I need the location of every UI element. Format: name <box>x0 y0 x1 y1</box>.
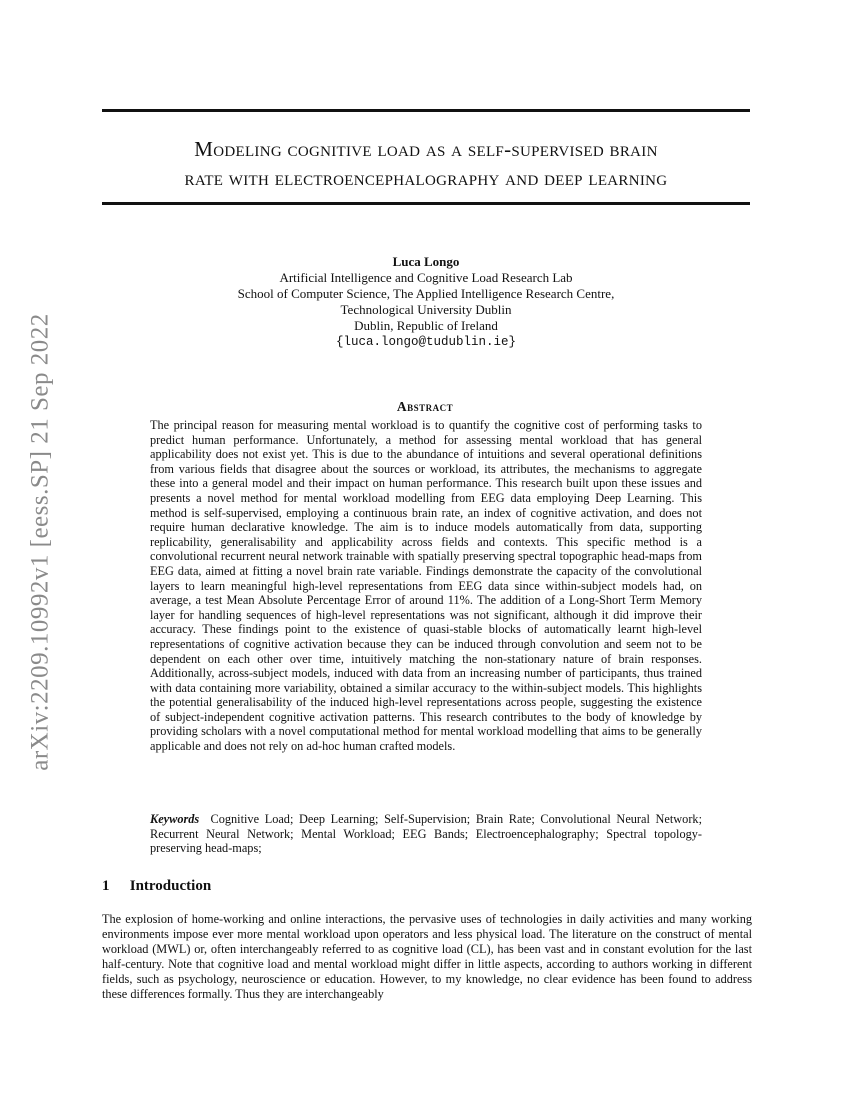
affiliation-line: Dublin, Republic of Ireland <box>354 318 498 333</box>
author-name: Luca Longo <box>392 254 460 269</box>
abstract-text: The principal reason for measuring mental workload is to quantify the cognitive cost of performing tasks to predict human performance. Unfortunately, a method for assessing mental workload that has general applicability does not exist yet. This is due to the abundance of intuitions and several operational definitions from various fields that disagree about the sources or workload, its attributes, the mechanisms to aggregate these into a general model and their impact on human performance. This research built upon these issues and presents a novel method for mental workload modelling from EEG data employing Deep Learning. This method is self-supervised, employing a continuous brain rate, an index of cognitive activation, and does not require human declarative knowledge. The aim is to induce models automatically from data, supporting replicability, generalisability and applicability across fields and contexts. This specific method is a convolutional recurrent neural network trainable with spatially preserving spectral topographic head-maps from EEG data, aimed at fitting a novel brain rate variable. Findings demonstrate the capacity of the convolutional layers to learn meaningful high-level representations from EEG data since within-subject models had, on average, a test Mean Absolute Percentage Error of around 11%. The addition of a Long-Short Term Memory layer for handling sequences of high-level representations was not significant, although it did improve their accuracy. These findings point to the existence of quasi-stable blocks of automatically learnt high-level representations of cognitive activation because they can be induced through convolution and seem not to be dependent on each other over time, intuitively matching the non-stationary nature of brain responses. Additionally, across-subject models, induced with data from an increasing number of participants, thus trained with data containing more variability, obtained a similar accuracy to the within-subject models. This highlights the potential generalisability of the induced high-level representations across people, suggesting the existence of subject-independent cognitive activation patterns. This research contributes to the body of knowledge by providing scholars with a novel computational method for mental workload modelling that aims to be generally applicable and does not rely on ad-hoc human crafted models. <box>150 418 702 754</box>
introduction-text: The explosion of home-working and online interactions, the pervasive uses of technologies in daily activities and many working environments impose ever more mental workload upon operators and less physical load. The literature on the construct of mental workload (MWL) or, often interchangeably referred to as cognitive load (CL), has been vast and in constant evolution for the last half-century. Note that cognitive load and mental workload might differ in little aspects, according to authors working in different fields, such as psychology, neuroscience or education. However, to my knowledge, no clear evidence has been found to address these differences formally. Thus they are interchangeably <box>102 912 752 1001</box>
author-block <box>102 254 750 350</box>
affiliation-line: School of Computer Science, The Applied Intelligence Research Centre, <box>237 286 615 301</box>
affiliation-line: Artificial Intelligence and Cognitive Load Research Lab <box>279 270 573 285</box>
affiliation-line: Technological University Dublin <box>340 302 512 317</box>
section-heading-introduction <box>102 878 211 895</box>
abstract-heading: Abstract <box>396 399 454 414</box>
arxiv-identifier-text: arXiv:2209.10992v1 [eess.SP] 21 Sep 2022 <box>27 313 55 771</box>
keywords-label: Keywords <box>150 812 200 826</box>
title-line-1: Modeling cognitive load as a self-supervised brain <box>194 137 658 161</box>
arxiv-identifier-watermark <box>20 292 62 792</box>
title-bottom-rule <box>102 202 750 205</box>
paper-title <box>102 135 750 193</box>
keywords-paragraph <box>150 812 702 856</box>
section-number: 1 <box>102 878 110 894</box>
title-line-2: rate with electroencephalography and deep learning <box>184 166 668 190</box>
author-email: {luca.longo@tudublin.ie} <box>335 335 517 349</box>
keywords-text: Cognitive Load; Deep Learning; Self-Supervision; Brain Rate; Convolutional Neural Network; Recurrent Neural Network; Mental Workload; EEG Bands; Electroencephalography; Spectral topology-preserving head-maps; <box>150 812 702 856</box>
title-top-rule <box>102 109 750 112</box>
section-title: Introduction <box>129 878 212 894</box>
